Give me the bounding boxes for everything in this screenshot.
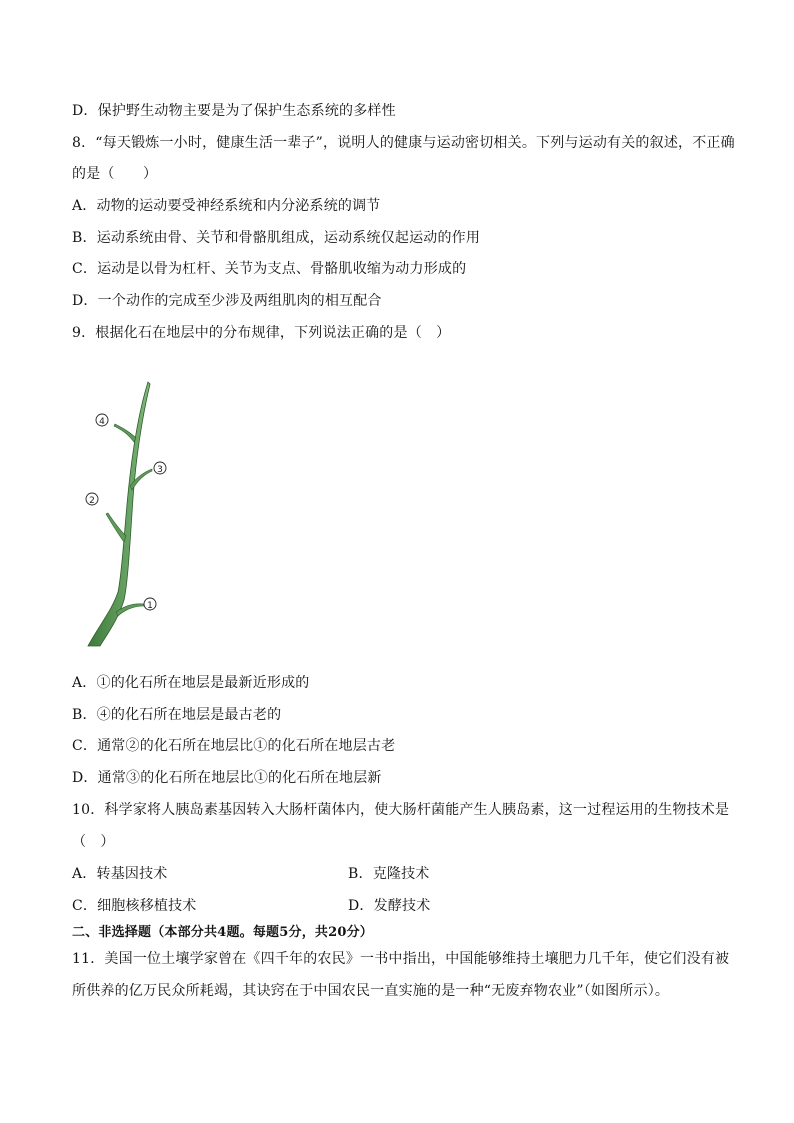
label-4 bbox=[96, 414, 108, 427]
q8-stem-line-1: 8．“每天锻炼一小时，健康生活一辈子”，说明人的健康与运动密切相关。下列与运动有关的叙述，不正确 bbox=[72, 135, 735, 151]
evolution-tree-figure bbox=[78, 374, 178, 650]
svg-text:3: 3 bbox=[157, 465, 163, 475]
q11-stem-line-1: 11．美国一位土壤学家曾在《四千年的农民》一书中指出，中国能够维持土壤肥力几千年，使它们没有被 bbox=[72, 951, 730, 967]
q9-option-b: B．④的化石所在地层是最古老的 bbox=[72, 707, 282, 723]
svg-text:2: 2 bbox=[89, 496, 95, 506]
label-3 bbox=[154, 462, 166, 475]
svg-text:1: 1 bbox=[147, 601, 153, 611]
q9-option-a: A．①的化石所在地层是最新近形成的 bbox=[72, 675, 310, 691]
q8-option-c: C．运动是以骨为杠杆、关节为支点、骨骼肌收缩为动力形成的 bbox=[72, 261, 467, 277]
branch-4 bbox=[114, 424, 136, 442]
label-2 bbox=[86, 493, 98, 506]
q10-stem-line-1: 10．科学家将人胰岛素基因转入大肠杆菌体内，使大肠杆菌能产生人胰岛素，这一过程运用的生物技术是 bbox=[72, 802, 730, 818]
q8-option-b: B．运动系统由骨、关节和骨骼肌组成，运动系统仅起运动的作用 bbox=[72, 230, 481, 246]
svg-text:4: 4 bbox=[99, 417, 105, 427]
evolution-tree-svg bbox=[78, 374, 178, 650]
q7-option-d: D．保护野生动物主要是为了保护生态系统的多样性 bbox=[72, 103, 396, 119]
q10-option-c: C．细胞核移植技术 bbox=[72, 898, 197, 914]
q9-stem: 9．根据化石在地层中的分布规律，下列说法正确的是（ ） bbox=[72, 325, 451, 341]
q8-stem-line-2: 的是（ ） bbox=[72, 166, 158, 182]
branch-2 bbox=[106, 513, 126, 542]
label-1 bbox=[144, 598, 156, 611]
q10-option-b: B．克隆技术 bbox=[348, 866, 430, 882]
q8-option-d: D．一个动作的完成至少涉及两组肌肉的相互配合 bbox=[72, 293, 382, 309]
q11-stem-line-2: 所供养的亿万民众所耗竭，其诀窍在于中国农民一直实施的是一种“无废弃物农业”（如图所示）。 bbox=[72, 983, 670, 999]
q10-option-d: D．发酵技术 bbox=[348, 898, 431, 914]
section-2-heading: 二、非选择题（本部分共4题。每题5分，共20分） bbox=[72, 925, 373, 940]
q9-option-d: D．通常③的化石所在地层比①的化石所在地层新 bbox=[72, 770, 382, 786]
q9-option-c: C．通常②的化石所在地层比①的化石所在地层古老 bbox=[72, 738, 396, 754]
q10-stem-line-2: （ ） bbox=[72, 834, 115, 850]
q10-option-a: A．转基因技术 bbox=[72, 866, 168, 882]
q8-option-a: A．动物的运动要受神经系统和内分泌系统的调节 bbox=[72, 198, 381, 214]
